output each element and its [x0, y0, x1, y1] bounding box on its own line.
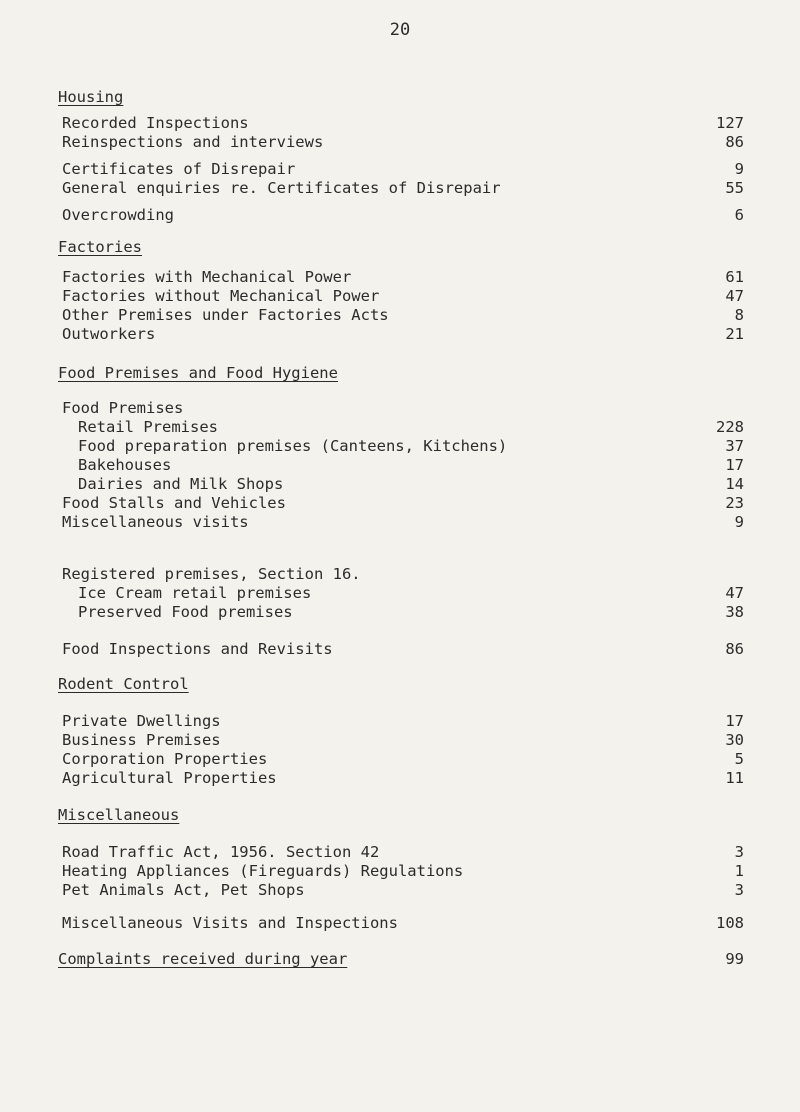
list-item [0, 565, 800, 585]
section-heading-factories: Factories [58, 238, 142, 256]
list-item [0, 306, 800, 326]
list-item [0, 750, 800, 770]
list-item [0, 399, 800, 419]
item-label: Road Traffic Act, 1956. Section 42 [62, 843, 380, 861]
item-value: 23 [725, 494, 744, 512]
section-heading-rodent-control: Rodent Control [58, 675, 189, 693]
item-label: General enquiries re. Certificates of Disrepair [62, 179, 501, 197]
list-item [0, 160, 800, 180]
item-value: 47 [725, 287, 744, 305]
item-label: Food Stalls and Vehicles [62, 494, 286, 512]
item-label: Bakehouses [78, 456, 172, 474]
item-label: Corporation Properties [62, 750, 268, 768]
item-value: 86 [725, 640, 744, 658]
item-label: Food Inspections and Revisits [62, 640, 333, 658]
item-label: Other Premises under Factories Acts [62, 306, 389, 324]
item-value: 86 [725, 133, 744, 151]
list-item [0, 114, 800, 134]
item-value: 37 [725, 437, 744, 455]
item-label: Food Premises [62, 399, 184, 417]
item-value: 11 [725, 769, 744, 787]
list-item [0, 731, 800, 751]
section-heading-food: Food Premises and Food Hygiene [58, 364, 338, 382]
item-label: Recorded Inspections [62, 114, 249, 132]
item-label: Outworkers [62, 325, 156, 343]
list-item [0, 914, 800, 934]
item-value: 228 [716, 418, 744, 436]
item-label: Pet Animals Act, Pet Shops [62, 881, 305, 899]
complaints-value: 99 [725, 950, 744, 968]
item-label: Certificates of Disrepair [62, 160, 296, 178]
page-number: 20 [389, 20, 411, 40]
item-value: 1 [734, 862, 744, 880]
list-item [0, 133, 800, 153]
list-item [0, 268, 800, 288]
item-label: Business Premises [62, 731, 221, 749]
list-item [0, 881, 800, 901]
item-value: 3 [734, 843, 744, 861]
item-label: Dairies and Milk Shops [78, 475, 284, 493]
item-label: Miscellaneous Visits and Inspections [62, 914, 398, 932]
item-label: Preserved Food premises [78, 603, 293, 621]
list-item [0, 862, 800, 882]
item-label: Registered premises, Section 16. [62, 565, 361, 583]
item-label: Overcrowding [62, 206, 174, 224]
item-value: 17 [725, 456, 744, 474]
list-item [0, 584, 800, 604]
item-value: 8 [734, 306, 744, 324]
list-item [0, 640, 800, 660]
item-label: Food preparation premises (Canteens, Kitchens) [78, 437, 508, 455]
item-value: 14 [725, 475, 744, 493]
item-label: Factories with Mechanical Power [62, 268, 352, 286]
item-label: Miscellaneous visits [62, 513, 249, 531]
item-value: 61 [725, 268, 744, 286]
item-label: Retail Premises [78, 418, 218, 436]
complaints-label: Complaints received during year [58, 950, 348, 968]
item-label: Private Dwellings [62, 712, 221, 730]
list-item [0, 603, 800, 623]
list-item [0, 456, 800, 476]
list-item [0, 475, 800, 495]
item-value: 9 [734, 160, 744, 178]
item-value: 38 [725, 603, 744, 621]
item-value: 5 [734, 750, 744, 768]
list-item [0, 513, 800, 533]
list-item [0, 325, 800, 345]
item-value: 6 [734, 206, 744, 224]
list-item [0, 843, 800, 863]
complaints-row [0, 950, 800, 970]
item-value: 21 [725, 325, 744, 343]
item-label: Heating Appliances (Fireguards) Regulations [62, 862, 464, 880]
item-label: Reinspections and interviews [62, 133, 324, 151]
item-label: Ice Cream retail premises [78, 584, 312, 602]
item-label: Factories without Mechanical Power [62, 287, 380, 305]
list-item [0, 287, 800, 307]
list-item [0, 206, 800, 226]
section-heading-miscellaneous: Miscellaneous [58, 806, 180, 824]
item-label: Agricultural Properties [62, 769, 277, 787]
list-item [0, 712, 800, 732]
list-item [0, 437, 800, 457]
item-value: 47 [725, 584, 744, 602]
item-value: 17 [725, 712, 744, 730]
list-item [0, 418, 800, 438]
item-value: 55 [725, 179, 744, 197]
item-value: 30 [725, 731, 744, 749]
item-value: 3 [734, 881, 744, 899]
item-value: 127 [716, 114, 744, 132]
list-item [0, 179, 800, 199]
list-item [0, 769, 800, 789]
item-value: 9 [734, 513, 744, 531]
section-heading-housing: Housing [58, 88, 124, 106]
item-value: 108 [716, 914, 744, 932]
list-item [0, 494, 800, 514]
